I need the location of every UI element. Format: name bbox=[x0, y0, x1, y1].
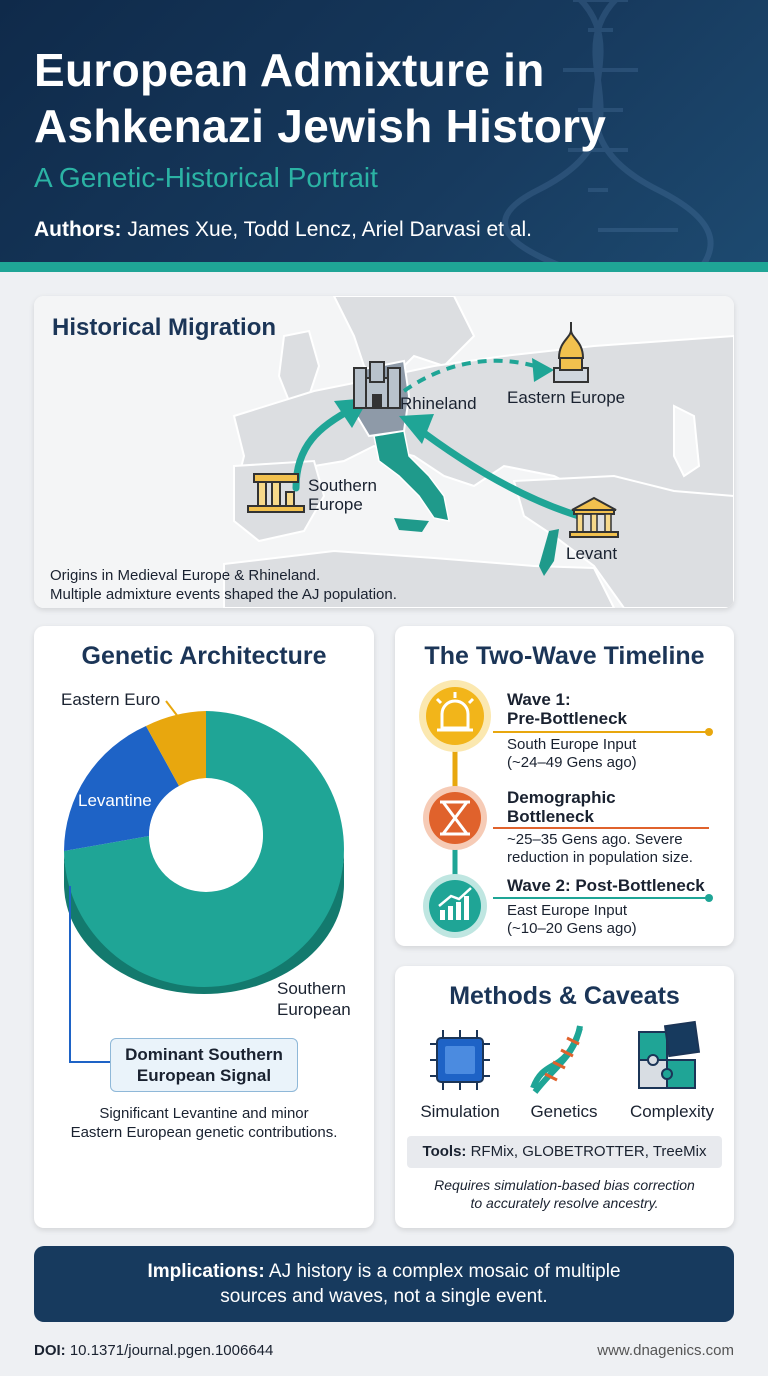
timeline-card bbox=[395, 626, 734, 946]
doi-label: DOI: bbox=[34, 1342, 66, 1359]
tools-bar bbox=[407, 1136, 722, 1168]
label-rhineland: Rhineland bbox=[400, 394, 477, 413]
dominant-signal-box bbox=[110, 1038, 298, 1092]
methods-title: Methods & Caveats bbox=[449, 982, 680, 1010]
wave1-title-line1: Wave 1: bbox=[507, 690, 571, 709]
label-eastern-europe: Eastern Europe bbox=[507, 388, 626, 407]
bottleneck-title-line1: Demographic bbox=[507, 788, 616, 807]
header-banner bbox=[0, 0, 768, 268]
methods-note-line2: to accurately resolve ancestry. bbox=[470, 1195, 659, 1211]
wave1-title-line2: Pre-Bottleneck bbox=[507, 709, 627, 728]
tools-label: Tools: bbox=[422, 1143, 467, 1160]
migration-card bbox=[34, 296, 734, 608]
wave1-desc bbox=[507, 736, 637, 772]
label-simulation: Simulation bbox=[420, 1102, 500, 1121]
alarm-light-icon bbox=[419, 680, 491, 752]
puzzle-icon bbox=[639, 1022, 699, 1088]
bottleneck-desc-line1: ~25–35 Gens ago. Severe bbox=[507, 831, 683, 848]
signal-line2: European Signal bbox=[136, 1066, 272, 1085]
methods-note-line1: Requires simulation-based bias correction bbox=[434, 1177, 695, 1193]
methods-note bbox=[395, 1176, 734, 1212]
label-southern-europe-line1: Southern bbox=[308, 476, 377, 495]
page-subtitle: A Genetic-Historical Portrait bbox=[34, 162, 378, 193]
label-levant: Levant bbox=[566, 544, 618, 563]
wave2-desc-line2: (~10–20 Gens ago) bbox=[507, 920, 637, 937]
bottleneck-desc-line2: reduction in population size. bbox=[507, 849, 693, 866]
migration-caption-line2: Multiple admixture events shaped the AJ population. bbox=[50, 586, 397, 603]
header-divider bbox=[0, 262, 768, 272]
chip-icon bbox=[430, 1030, 490, 1090]
genetic-caption-line2: Eastern European genetic contributions. bbox=[70, 1124, 338, 1141]
authors-line bbox=[34, 218, 532, 242]
label-complexity: Complexity bbox=[629, 1102, 715, 1121]
migration-title: Historical Migration bbox=[52, 314, 277, 341]
label-levantine: Levantine bbox=[78, 791, 152, 810]
title-line-2: Ashkenazi Jewish History bbox=[34, 100, 607, 152]
dna-icon bbox=[533, 1026, 585, 1094]
label-southern-line2: European bbox=[277, 1000, 351, 1019]
wave1-desc-line2: (~24–49 Gens ago) bbox=[507, 754, 637, 771]
page-title bbox=[34, 42, 734, 154]
title-line-1: European Admixture in bbox=[34, 44, 545, 96]
wave2-title: Wave 2: Post-Bottleneck bbox=[507, 876, 705, 895]
wave2-desc bbox=[507, 902, 637, 938]
genetic-title: Genetic Architecture bbox=[81, 642, 327, 670]
castle-icon bbox=[354, 362, 400, 408]
authors-names: James Xue, Todd Lencz, Ariel Darvasi et al. bbox=[127, 218, 532, 241]
wave1-desc-line1: South Europe Input bbox=[507, 736, 637, 753]
genetic-caption-line1: Significant Levantine and minor bbox=[99, 1105, 309, 1122]
timeline-title: The Two-Wave Timeline bbox=[424, 642, 705, 670]
implications-label: Implications: bbox=[147, 1261, 265, 1282]
implications-line2: sources and waves, not a single event. bbox=[220, 1286, 548, 1307]
bottleneck-title-line2: Bottleneck bbox=[507, 807, 594, 826]
signal-line1: Dominant Southern bbox=[125, 1045, 283, 1064]
bottleneck-desc bbox=[507, 831, 693, 867]
timeline-graphic bbox=[395, 626, 734, 946]
label-southern-europe bbox=[308, 476, 377, 514]
genetic-architecture-card bbox=[34, 626, 374, 1228]
migration-caption bbox=[50, 566, 550, 604]
site-link[interactable]: www.dnagenics.com bbox=[597, 1342, 734, 1359]
label-southern-line1: Southern bbox=[277, 979, 346, 998]
tools-list: RFMix, GLOBETROTTER, TreeMix bbox=[470, 1143, 707, 1160]
authors-label: Authors: bbox=[34, 218, 122, 241]
wave2-desc-line1: East Europe Input bbox=[507, 902, 628, 919]
methods-card bbox=[395, 966, 734, 1228]
label-eastern-euro: Eastern Euro bbox=[61, 690, 161, 709]
genetic-caption bbox=[34, 1104, 374, 1142]
label-genetics: Genetics bbox=[530, 1102, 598, 1121]
bottleneck-title bbox=[507, 788, 616, 826]
doi-footer bbox=[34, 1342, 273, 1359]
label-southern-european bbox=[277, 978, 351, 1020]
wave1-title bbox=[507, 690, 627, 728]
implications-banner bbox=[34, 1246, 734, 1322]
migration-caption-line1: Origins in Medieval Europe & Rhineland. bbox=[50, 567, 321, 584]
growth-chart-icon bbox=[423, 874, 487, 938]
label-southern-europe-line2: Europe bbox=[308, 495, 363, 514]
doi-value[interactable]: 10.1371/journal.pgen.1006644 bbox=[69, 1342, 274, 1359]
europe-map bbox=[34, 296, 734, 608]
hourglass-icon bbox=[423, 786, 487, 850]
implications-line1: AJ history is a complex mosaic of multiple bbox=[268, 1261, 621, 1282]
